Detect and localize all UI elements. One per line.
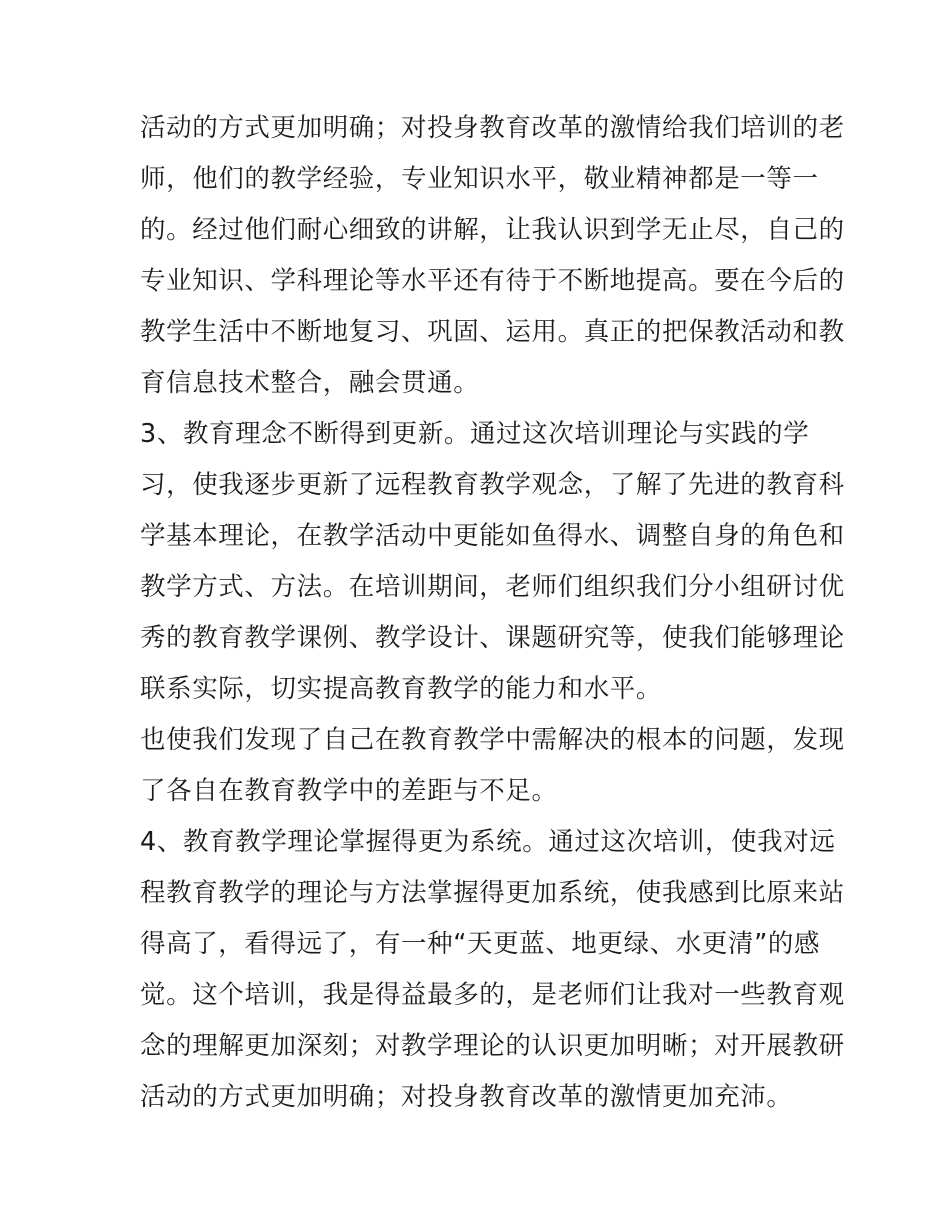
text-line: 程教育教学的理论与方法掌握得更加系统，使我感到比原来站 (140, 878, 845, 908)
text-line: 的。经过他们耐心细致的讲解，让我认识到学无止尽，自己的 (140, 215, 845, 245)
text-line: 也使我们发现了自己在教育教学中需解决的根本的问题，发现 (140, 725, 845, 755)
text-line: 教学方式、方法。在培训期间，老师们组织我们分小组研讨优 (140, 572, 845, 602)
text-line: 秀的教育教学课例、教学设计、课题研究等，使我们能够理论 (140, 623, 845, 653)
text-line: 联系实际，切实提高教育教学的能力和水平。 (140, 674, 663, 704)
text-line: 觉。这个培训，我是得益最多的，是老师们让我对一些教育观 (140, 980, 845, 1010)
text-line: 3、教育理念不断得到更新。通过这次培训理论与实践的学 (140, 419, 810, 449)
text-line: 学基本理论，在教学活动中更能如鱼得水、调整自身的角色和 (140, 521, 845, 551)
text-line: 4、教育教学理论掌握得更为系统。通过这次培训，使我对远 (140, 827, 836, 857)
text-line: 习，使我逐步更新了远程教育教学观念，了解了先进的教育科 (140, 470, 845, 500)
text-line: 师，他们的教学经验，专业知识水平，敬业精神都是一等一 (140, 164, 819, 194)
text-line: 活动的方式更加明确；对投身教育改革的激情更加充沛。 (140, 1082, 793, 1112)
text-line: 活动的方式更加明确；对投身教育改革的激情给我们培训的老 (140, 113, 845, 143)
text-line: 得高了，看得远了，有一种“天更蓝、地更绿、水更清”的感 (140, 929, 821, 959)
body-text (140, 103, 845, 1123)
text-line: 专业知识、学科理论等水平还有待于不断地提高。要在今后的 (140, 266, 845, 296)
text-line: 育信息技术整合，融会贯通。 (140, 368, 480, 398)
text-line: 教学生活中不断地复习、巩固、运用。真正的把保教活动和教 (140, 317, 845, 347)
text-line: 了各自在教育教学中的差距与不足。 (140, 776, 558, 806)
text-line: 念的理解更加深刻；对教学理论的认识更加明晰；对开展教研 (140, 1031, 845, 1061)
